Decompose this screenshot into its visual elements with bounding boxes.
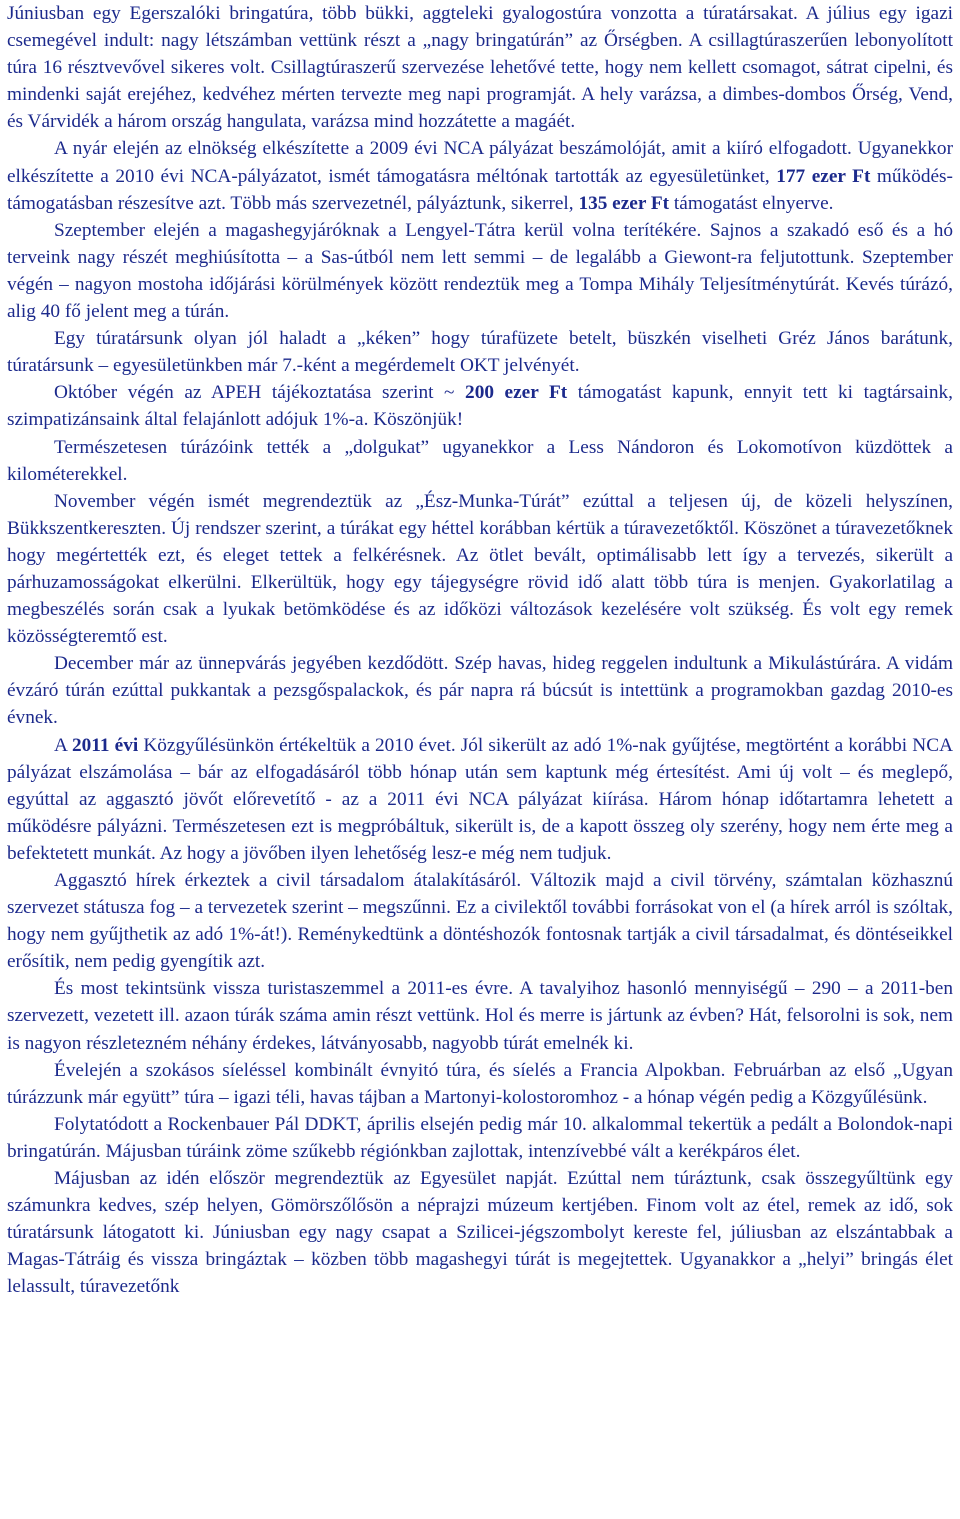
paragraph-text: Májusban az idén először megrendeztük az Egyesület napját. Ezúttal nem túráztunk, csak összegyűltünk egy számunkra kedves, szép helyen, Gömörszőlősön a néprajzi múzeum kertjében. Finom volt az étel, remek az idő, sok túratársunk látogatott ki. Júniusban egy nagy csapat a Szilicei-jégszombolyt kereste fel, júliusban az elszántabbak a Magas-Tátráig és vissza bringáztak – közben több magashegyi túrát is megejtettek. Ugyanakkor a „helyi” bringás élet lelassult, túravezetőnk bbox=[7, 1168, 953, 1298]
paragraph bbox=[7, 650, 953, 731]
paragraph-text: támogatást kapunk, ennyit tett ki tagtársaink, szimpatizánsaink által felajánlott adójuk 1%-a. Köszönjük! bbox=[7, 382, 953, 431]
paragraph bbox=[7, 488, 953, 651]
paragraph-text: Aggasztó hírek érkeztek a civil társadalom átalakításáról. Változik majd a civil törvény, számtalan közhasznú szervezet státusza fog – a tervezetek szerint – megszűnni. Ez a civilektől további forrásokat von el (a hírek arról is szóltak, hogy nem gyűjthetik az adó 1%-át!). Reménykedtünk a döntéshozók fontosnak tartják a civil társadalmat, és döntéseikkel erősítik, nem pedig gyengítik azt. bbox=[7, 870, 953, 973]
paragraph bbox=[7, 0, 953, 135]
bold-amount: 2011 évi bbox=[72, 734, 139, 756]
paragraph bbox=[7, 867, 953, 975]
paragraph bbox=[7, 217, 953, 325]
paragraph bbox=[7, 325, 953, 379]
paragraph bbox=[7, 1165, 953, 1300]
paragraph-text: támogatást elnyerve. bbox=[669, 192, 834, 214]
paragraph-text: A bbox=[54, 734, 72, 756]
paragraph-text: November végén ismét megrendeztük az „Ész-Munka-Túrát” ezúttal a teljesen új, de közeli helyszínen, Bükkszentkereszten. Új rendszer szerint, a túrákat egy héttel korábban kértük a túravezetőktől. Köszönet a túravezetőknek hogy megértették ezt, és eleget tettek a felkérésnek. Az ötlet bevált, optimálisabb lett így a tervezés, sikerült a párhuzamosságokat elkerülni. Elkerültük, hogy egy tájegységre rövid idő alatt több túra is menjen. Gyakorlatilag a megbeszélés során csak a lyukak betömködése és az időközi változások kezelésére volt szükség. És volt egy remek közösségteremtő est. bbox=[7, 490, 953, 648]
paragraph-text: Közgyűlésünkön értékeltük a 2010 évet. Jól sikerült az adó 1%-nak gyűjtése, megtörtént a korábbi NCA pályázat elszámolása – bár az elfogadásáról több hónap után sem kaptunk még értesítést. Ami új volt – és meglepő, egyúttal az aggasztó jövőt előrevetítő - az a 2011 évi NCA pályázat kiírása. Három hónap időtartamra lehetett a működésre pályázni. Természetesen ezt is megpróbáltuk, sikerült is, de a kapott összeg oly szerény, hogy nem érte meg a befektetett munkát. Az hogy a jövőben ilyen lehetőség lesz-e még nem tudjuk. bbox=[7, 734, 953, 864]
paragraph bbox=[7, 1111, 953, 1165]
paragraph-text: Szeptember elején a magashegyjáróknak a Lengyel-Tátra kerül volna terítékére. Sajnos a szakadó eső és a hó terveink nagy részét meghiúsította – a Sas-útból nem lett semmi – de legalább a Giewont-ra feljutottunk. Szeptember végén – nagyon mostoha időjárási körülmények között rendeztük meg a Tompa Mihály Teljesítménytúrát. Kevés túrázó, alig 40 fő jelent meg a túrán. bbox=[7, 219, 953, 323]
paragraph-text: December már az ünnepvárás jegyében kezdődött. Szép havas, hideg reggelen indultunk a Mikulástúrára. A vidám évzáró túrán ezúttal pukkantak a pezsgőspalackok, és pár napra rá búcsút is intettünk a programokban gazdag 2010-es évnek. bbox=[7, 653, 953, 729]
bold-amount: 200 ezer Ft bbox=[465, 382, 568, 404]
paragraph-text: Évelején a szokásos síeléssel kombinált évnyitó túra, és síelés a Francia Alpokban. Februárban az első „Ugyan túrázzunk már együtt” túra – igazi téli, havas tájban a Martonyi-kolostoromhoz - a hónap végén pedig a Közgyűlésünk. bbox=[7, 1059, 953, 1108]
paragraph-text: Október végén az APEH tájékoztatása szerint ~ bbox=[54, 382, 466, 404]
bold-amount: 135 ezer Ft bbox=[578, 192, 670, 214]
paragraph-text: A nyár elején az elnökség elkészítette a 2009 évi NCA pályázat beszámolóját, amit a kiíró elfogadott. Ugyanekkor elkészítette a 2010 évi NCA-pályázatot, ismét támogatásra méltónak tartották az egyesületünket, bbox=[7, 138, 953, 187]
paragraph-text: Egy túratársunk olyan jól haladt a „kéken” hogy túrafüzete betelt, büszkén viselheti Gréz János barátunk, túratársunk – egyesületünkben már 7.-ként a megérdemelt OKT jelvényét. bbox=[7, 328, 953, 377]
paragraph-text: És most tekintsünk vissza turistaszemmel a 2011-es évre. A tavalyihoz hasonló mennyiségű – 290 – a 2011-ben szervezett, vezetett ill. azaon túrák száma amin részt vettünk. Hol és merre is jártunk az évben? Hát, felsorolni is sok, nem is nagyon részletezném néhány érdekes, látványosabb, nagyobb túrát emelnék ki. bbox=[7, 978, 953, 1054]
paragraph-text: Természetesen túrázóink tették a „dolgukat” ugyanekkor a Less Nándoron és Lokomotívon küzdöttek a kilométerekkel. bbox=[7, 436, 953, 485]
paragraph-text: Júniusban egy Egerszalóki bringatúra, több bükki, aggteleki gyalogostúra vonzotta a túratársakat. A július egy igazi csemegével indult: nagy létszámban vettünk részt a „nagy bringatúrán” az Őrségben. A csillagtúraszerűen lebonyolított túra 16 résztvevővel sikeres volt. Csillagtúraszerű szervezése lehetővé tette, hogy nem kellett csomagot, sátrat cipelni, és mindenki saját erejéhez, kedvéhez mérten tervezte meg napi programját. A hely varázsa, a dimbes-dombos Őrség, Vend, és Várvidék a három ország hangulata, varázsa mind hozzátette a magáét. bbox=[7, 3, 953, 133]
bold-amount: 177 ezer Ft bbox=[776, 165, 871, 187]
paragraph bbox=[7, 379, 953, 433]
paragraph bbox=[7, 434, 953, 488]
paragraph bbox=[7, 975, 953, 1056]
paragraph bbox=[7, 732, 953, 867]
paragraph bbox=[7, 1057, 953, 1111]
paragraph-text: működés-támogatásban részesítve azt. Több más szervezetnél, pályáztunk, sikerrel, bbox=[7, 165, 953, 214]
paragraph-text: Folytatódott a Rockenbauer Pál DDKT, április elsején pedig már 10. alkalommal tekertük a pedált a Bolondok-napi bringatúrán. Májusban túráink zöme szűkebb régiónkban zajlottak, intenzívebbé vált a kerékpáros élet. bbox=[7, 1113, 953, 1162]
paragraph bbox=[7, 135, 953, 216]
